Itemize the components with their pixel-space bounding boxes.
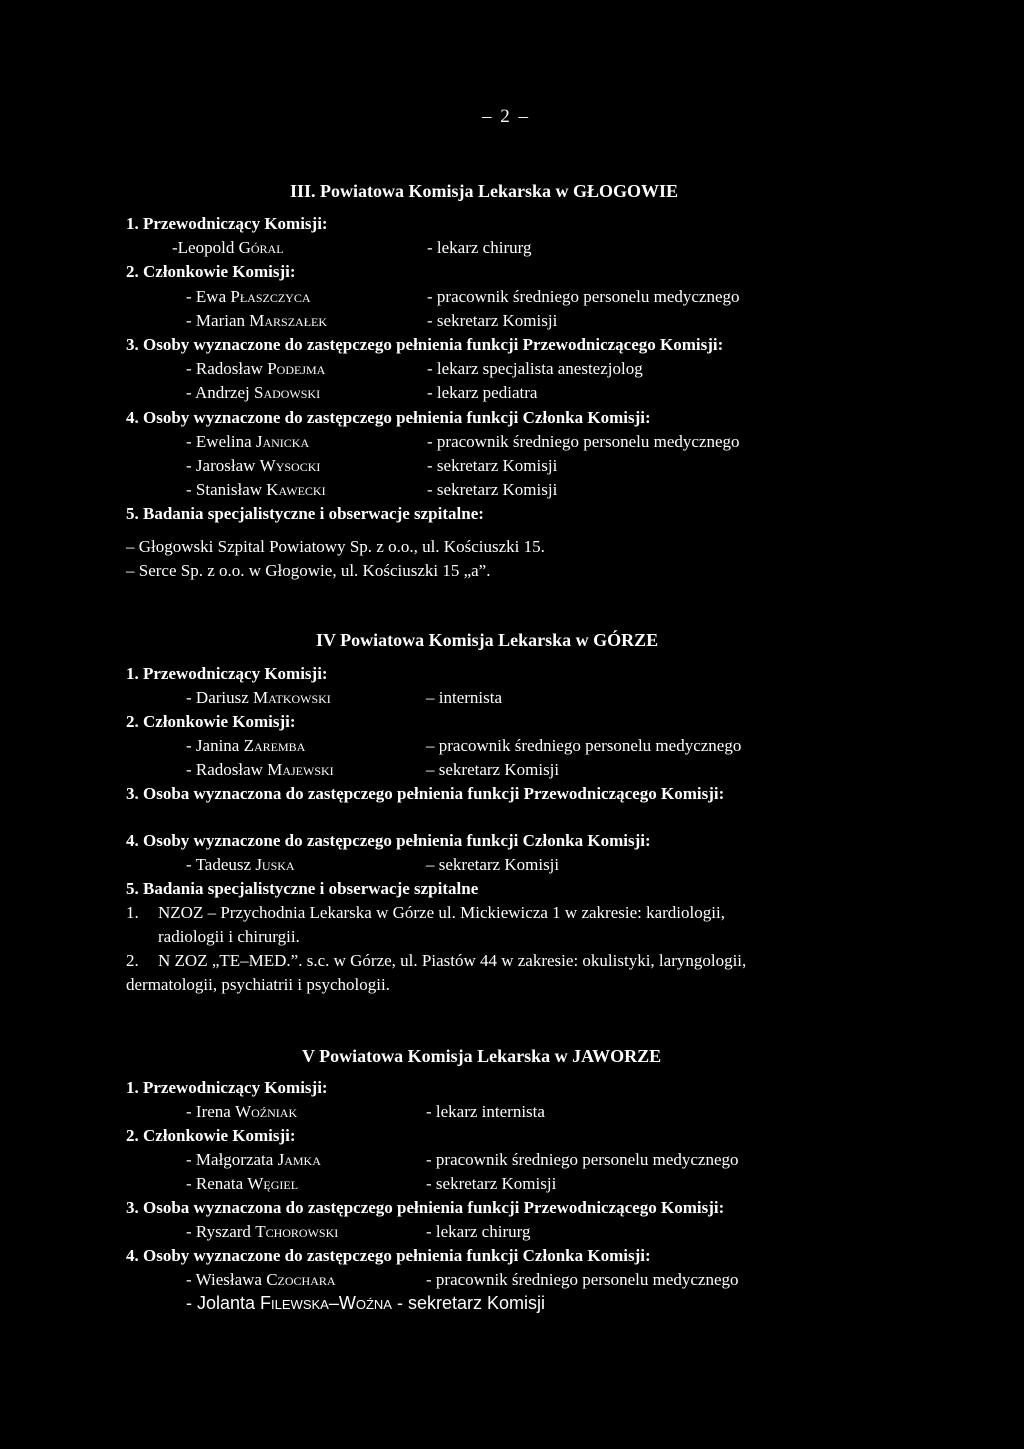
person-role: - pracownik średniego personelu medycznego <box>427 432 740 451</box>
facility-item-continued: radiologii i chirurgii. <box>158 927 300 946</box>
person-role: - sekretarz Komisji <box>426 1174 557 1193</box>
section-title-glogow: III. Powiatowa Komisja Lekarska w GŁOGOWIE <box>290 181 679 201</box>
person-name: - Dariusz Matkowski <box>186 688 331 707</box>
facility-item: – Serce Sp. z o.o. w Głogowie, ul. Kościuszki 15 „a”. <box>126 561 491 580</box>
person-role: - lekarz specjalista anestezjolog <box>427 359 643 378</box>
person-role: - lekarz internista <box>426 1102 545 1121</box>
heading-members: 2. Członkowie Komisji: <box>126 712 296 731</box>
list-number: 1. <box>126 903 139 922</box>
facility-item-continued: dermatologii, psychiatrii i psychologii. <box>126 975 390 994</box>
person-name: - Marian Marszałek <box>186 311 328 330</box>
person-name: - Andrzej Sadowski <box>186 383 321 402</box>
facility-item: – Głogowski Szpital Powiatowy Sp. z o.o., ul. Kościuszki 15. <box>126 537 545 556</box>
person-name: -Leopold Góral <box>172 238 284 257</box>
person-role: - sekretarz Komisji <box>427 480 558 499</box>
person-name: - Ryszard Tchorowski <box>186 1222 339 1241</box>
person-role: – sekretarz Komisji <box>426 760 560 779</box>
person-name: - Wiesława Czochara <box>186 1270 336 1289</box>
person-name: - Małgorzata Jamka <box>186 1150 321 1169</box>
person-name: - Jarosław Wysocki <box>186 456 321 475</box>
person-role: - pracownik średniego personelu medycznego <box>426 1270 739 1289</box>
person-name: - Renata Węgiel <box>186 1174 299 1193</box>
person-role: – sekretarz Komisji <box>426 855 560 874</box>
heading-examinations: 5. Badania specjalistyczne i obserwacje szpitalne <box>126 879 479 898</box>
person-role: - lekarz chirurg <box>427 238 532 257</box>
person-name: - Janina Zaremba <box>186 736 306 755</box>
person-role: - sekretarz Komisji <box>427 456 558 475</box>
person-name: - Ewelina Janicka <box>186 432 310 451</box>
person-role: – internista <box>426 688 503 707</box>
person-name: - Ewa Płaszczyca <box>186 287 311 306</box>
facility-item: N ZOZ „TE–MED.”. s.c. w Górze, ul. Piastów 44 w zakresie: okulistyki, laryngologii, <box>158 951 747 970</box>
heading-deputy-members: 4. Osoby wyznaczone do zastępczego pełnienia funkcji Członka Komisji: <box>126 1246 651 1265</box>
page-number: – 2 – <box>482 106 530 127</box>
person-name: - Radosław Majewski <box>186 760 334 779</box>
person-role: - lekarz chirurg <box>426 1222 531 1241</box>
section-title-jawor: V Powiatowa Komisja Lekarska w JAWORZE <box>302 1046 662 1066</box>
heading-chair: 1. Przewodniczący Komisji: <box>126 664 328 683</box>
person-role: – pracownik średniego personelu medycznego <box>426 736 742 755</box>
heading-chair: 1. Przewodniczący Komisji: <box>126 214 328 233</box>
person-name: - Stanisław Kawecki <box>186 480 326 499</box>
person-role: - pracownik średniego personelu medycznego <box>426 1150 739 1169</box>
person-role: - pracownik średniego personelu medycznego <box>427 287 740 306</box>
heading-members: 2. Członkowie Komisji: <box>126 262 296 281</box>
heading-deputy-members: 4. Osoby wyznaczone do zastępczego pełnienia funkcji Członka Komisji: <box>126 831 651 850</box>
section-title-gora: IV Powiatowa Komisja Lekarska w GÓRZE <box>316 630 659 650</box>
heading-deputy-chair: 3. Osoba wyznaczona do zastępczego pełnienia funkcji Przewodniczącego Komisji: <box>126 784 725 803</box>
person-role: - sekretarz Komisji <box>427 311 558 330</box>
heading-deputy-chair: 3. Osoba wyznaczona do zastępczego pełnienia funkcji Przewodniczącego Komisji: <box>126 1198 725 1217</box>
person-role: - lekarz pediatra <box>427 383 538 402</box>
person-entry: - Jolanta Filewska–Woźna - sekretarz Komisji <box>186 1293 545 1313</box>
heading-deputy-chair: 3. Osoby wyznaczone do zastępczego pełnienia funkcji Przewodniczącego Komisji: <box>126 335 724 354</box>
list-number: 2. <box>126 951 139 970</box>
heading-examinations: 5. Badania specjalistyczne i obserwacje szpitalne: <box>126 504 484 523</box>
heading-deputy-members: 4. Osoby wyznaczone do zastępczego pełnienia funkcji Członka Komisji: <box>126 408 651 427</box>
person-name: - Radosław Podejma <box>186 359 326 378</box>
heading-chair: 1. Przewodniczący Komisji: <box>126 1078 328 1097</box>
person-name: - Tadeusz Juska <box>186 855 295 874</box>
facility-item: NZOZ – Przychodnia Lekarska w Górze ul. Mickiewicza 1 w zakresie: kardiologii, <box>158 903 725 922</box>
person-name: - Irena Woźniak <box>186 1102 298 1121</box>
heading-members: 2. Członkowie Komisji: <box>126 1126 296 1145</box>
